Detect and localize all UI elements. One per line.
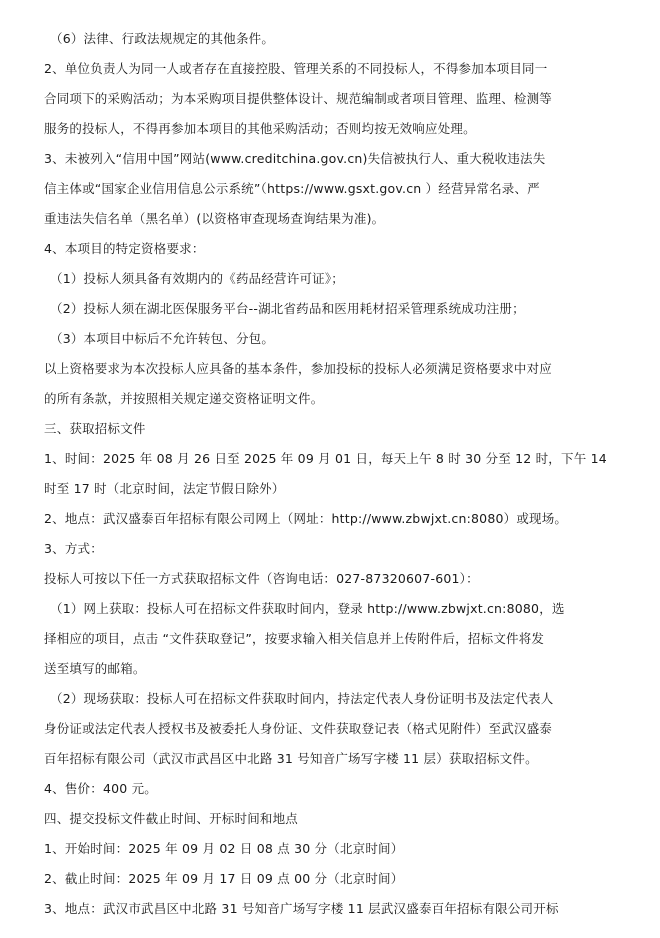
text-line: 百年招标有限公司（武汉市武昌区中北路 31 号知音广场写字楼 11 层）获取招标文件。 [44, 751, 538, 766]
section-heading: 三、获取招标文件 [44, 421, 146, 436]
text-line: 的所有条款，并按照相关规定递交资格证明文件。 [44, 391, 324, 406]
text-line: 4、售价：400 元。 [44, 781, 157, 796]
text-line: 以上资格要求为本次投标人应具备的基本条件，参加投标的投标人必须满足资格要求中对应 [44, 361, 553, 376]
text-line: （2）现场获取：投标人可在招标文件获取时间内，持法定代表人身份证明书及法定代表人 [50, 691, 554, 706]
text-line: 投标人可按以下任一方式获取招标文件（咨询电话：027-87320607-601）： [44, 571, 479, 586]
text-line: 3、地点：武汉市武昌区中北路 31 号知音广场写字楼 11 层武汉盛泰百年招标有限公司开标 [44, 901, 559, 916]
text-line: 服务的投标人，不得再参加本项目的其他采购活动；否则均按无效响应处理。 [44, 121, 476, 136]
text-line: 时至 17 时（北京时间，法定节假日除外） [44, 481, 285, 496]
text-line: 择相应的项目，点击 “文件获取登记”，按要求输入相关信息并上传附件后，招标文件将发 [44, 631, 545, 646]
text-line: 合同项下的采购活动；为本采购项目提供整体设计、规范编制或者项目管理、监理、检测等 [44, 91, 553, 106]
text-line: （3）本项目中标后不允许转包、分包。 [50, 331, 275, 346]
text-line: 重违法失信名单（黑名单）(以资格审查现场查询结果为准)。 [44, 211, 385, 226]
text-line: 2、地点：武汉盛泰百年招标有限公司网上（网址：http://www.zbwjxt.cn:8080）或现场。 [44, 511, 568, 526]
text-line: （6）法律、行政法规规定的其他条件。 [50, 31, 275, 46]
text-line: （1）投标人须具备有效期内的《药品经营许可证》； [50, 271, 345, 286]
text-line: 3、方式： [44, 541, 103, 556]
text-line: 信主体或“国家企业信用信息公示系统”（https://www.gsxt.gov.cn ）经营异常名录、严 [44, 181, 540, 196]
section-heading: 4、本项目的特定资格要求： [44, 241, 205, 256]
text-line: （1）网上获取：投标人可在招标文件获取时间内，登录 http://www.zbwjxt.cn:8080，选 [50, 601, 565, 616]
text-line: 2、单位负责人为同一人或者存在直接控股、管理关系的不同投标人，不得参加本项目同一 [44, 61, 548, 76]
section-heading: 四、提交投标文件截止时间、开标时间和地点 [44, 811, 299, 826]
text-line: （2）投标人须在湖北医保服务平台--湖北省药品和医用耗材招采管理系统成功注册； [50, 301, 525, 316]
text-line: 1、开始时间：2025 年 09 月 02 日 08 点 30 分（北京时间） [44, 841, 404, 856]
text-line: 1、时间：2025 年 08 月 26 日至 2025 年 09 月 01 日，每天上午 8 时 30 分至 12 时，下午 14 [44, 451, 607, 466]
text-line: 送至填写的邮箱。 [44, 661, 146, 676]
text-line: 身份证或法定代表人授权书及被委托人身份证、文件获取登记表（格式见附件）至武汉盛泰 [44, 721, 553, 736]
text-line: 3、未被列入“信用中国”网站(www.creditchina.gov.cn)失信被执行人、重大税收违法失 [44, 151, 546, 166]
text-line: 2、截止时间：2025 年 09 月 17 日 09 点 00 分（北京时间） [44, 871, 404, 886]
